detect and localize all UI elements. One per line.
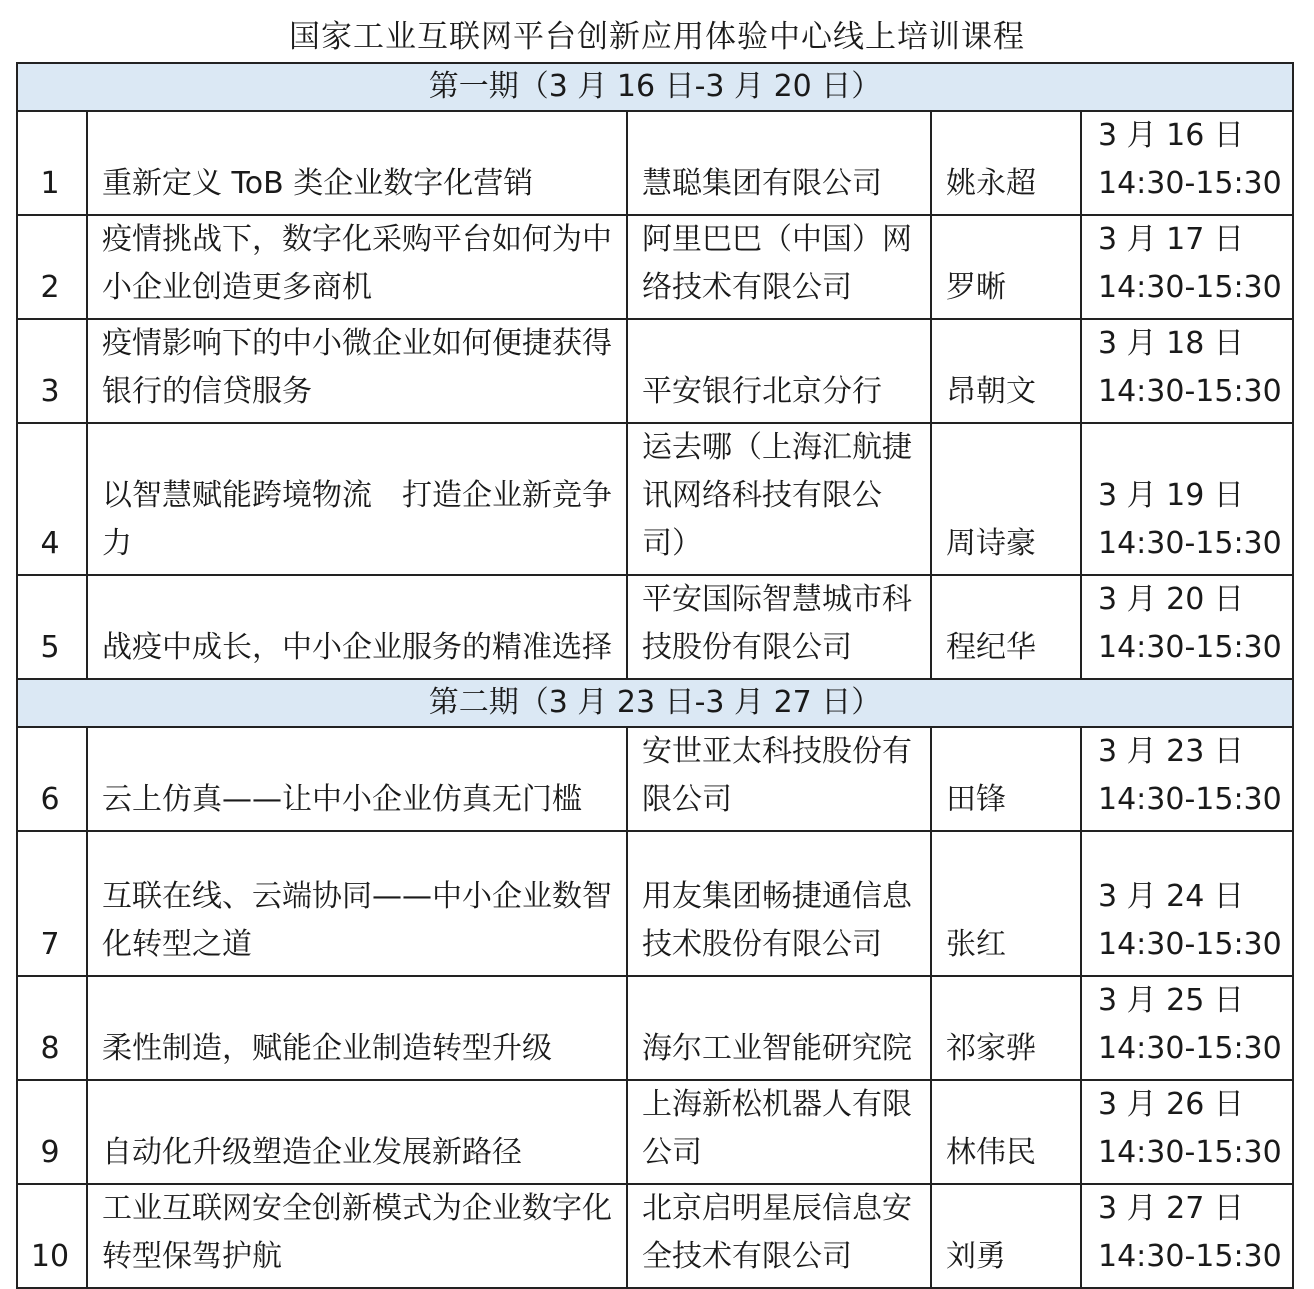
course-topic: 互联在线、云端协同——中小企业数智化转型之道 (87, 831, 627, 976)
speaker: 祁家骅 (931, 976, 1081, 1080)
page-title: 国家工业互联网平台创新应用体验中心线上培训课程 (289, 19, 1025, 55)
training-schedule-table (16, 62, 1294, 1289)
schedule-cell (1081, 423, 1293, 575)
period-label: 第二期（3 月 23 日-3 月 27 日） (17, 679, 1293, 727)
table-row (17, 727, 1293, 831)
course-topic: 战疫中成长，中小企业服务的精准选择 (87, 575, 627, 679)
table-row (17, 1184, 1293, 1288)
row-number: 3 (17, 319, 87, 423)
time: 14:30-15:30 (1098, 1239, 1282, 1274)
schedule-cell (1081, 1184, 1293, 1288)
organization: 运去哪（上海汇航捷讯网络科技有限公司） (627, 423, 931, 575)
date: 3 月 27 日 (1098, 1191, 1244, 1226)
table-row (17, 319, 1293, 423)
course-topic: 疫情影响下的中小微企业如何便捷获得银行的信贷服务 (87, 319, 627, 423)
schedule-cell (1081, 111, 1293, 215)
speaker: 昂朝文 (931, 319, 1081, 423)
row-number: 6 (17, 727, 87, 831)
table-row (17, 423, 1293, 575)
schedule-cell (1081, 976, 1293, 1080)
period-label: 第一期（3 月 16 日-3 月 20 日） (17, 63, 1293, 111)
time: 14:30-15:30 (1098, 630, 1282, 665)
course-topic: 云上仿真——让中小企业仿真无门槛 (87, 727, 627, 831)
speaker: 罗晰 (931, 215, 1081, 319)
row-number: 5 (17, 575, 87, 679)
time: 14:30-15:30 (1098, 526, 1282, 561)
schedule-cell (1081, 831, 1293, 976)
course-topic: 重新定义 ToB 类企业数字化营销 (87, 111, 627, 215)
speaker: 姚永超 (931, 111, 1081, 215)
date: 3 月 23 日 (1098, 734, 1244, 769)
table-row (17, 831, 1293, 976)
speaker: 张红 (931, 831, 1081, 976)
course-topic: 疫情挑战下，数字化采购平台如何为中小企业创造更多商机 (87, 215, 627, 319)
organization: 安世亚太科技股份有限公司 (627, 727, 931, 831)
time: 14:30-15:30 (1098, 782, 1282, 817)
speaker: 周诗豪 (931, 423, 1081, 575)
schedule-cell (1081, 319, 1293, 423)
time: 14:30-15:30 (1098, 927, 1282, 962)
time: 14:30-15:30 (1098, 1031, 1282, 1066)
organization: 慧聪集团有限公司 (627, 111, 931, 215)
time: 14:30-15:30 (1098, 166, 1282, 201)
date: 3 月 18 日 (1098, 326, 1244, 361)
speaker: 程纪华 (931, 575, 1081, 679)
organization: 北京启明星辰信息安全技术有限公司 (627, 1184, 931, 1288)
date: 3 月 26 日 (1098, 1087, 1244, 1122)
row-number: 7 (17, 831, 87, 976)
date: 3 月 24 日 (1098, 879, 1244, 914)
schedule-cell (1081, 727, 1293, 831)
organization: 上海新松机器人有限公司 (627, 1080, 931, 1184)
organization: 平安银行北京分行 (627, 319, 931, 423)
row-number: 1 (17, 111, 87, 215)
period-header-row (17, 63, 1293, 111)
table-row (17, 215, 1293, 319)
table-row (17, 111, 1293, 215)
date: 3 月 19 日 (1098, 478, 1244, 513)
schedule-cell (1081, 215, 1293, 319)
course-topic: 柔性制造，赋能企业制造转型升级 (87, 976, 627, 1080)
row-number: 4 (17, 423, 87, 575)
course-topic: 以智慧赋能跨境物流 打造企业新竞争力 (87, 423, 627, 575)
time: 14:30-15:30 (1098, 270, 1282, 305)
date: 3 月 17 日 (1098, 222, 1244, 257)
table-row (17, 1080, 1293, 1184)
date: 3 月 16 日 (1098, 118, 1244, 153)
row-number: 2 (17, 215, 87, 319)
period-header-row (17, 679, 1293, 727)
table-row (17, 976, 1293, 1080)
speaker: 林伟民 (931, 1080, 1081, 1184)
time: 14:30-15:30 (1098, 374, 1282, 409)
course-topic: 工业互联网安全创新模式为企业数字化转型保驾护航 (87, 1184, 627, 1288)
speaker: 田锋 (931, 727, 1081, 831)
schedule-cell (1081, 575, 1293, 679)
schedule-cell (1081, 1080, 1293, 1184)
row-number: 10 (17, 1184, 87, 1288)
row-number: 8 (17, 976, 87, 1080)
date: 3 月 25 日 (1098, 983, 1244, 1018)
organization: 平安国际智慧城市科技股份有限公司 (627, 575, 931, 679)
organization: 阿里巴巴（中国）网络技术有限公司 (627, 215, 931, 319)
row-number: 9 (17, 1080, 87, 1184)
course-topic: 自动化升级塑造企业发展新路径 (87, 1080, 627, 1184)
organization: 用友集团畅捷通信息技术股份有限公司 (627, 831, 931, 976)
time: 14:30-15:30 (1098, 1135, 1282, 1170)
table-row (17, 575, 1293, 679)
organization: 海尔工业智能研究院 (627, 976, 931, 1080)
speaker: 刘勇 (931, 1184, 1081, 1288)
date: 3 月 20 日 (1098, 582, 1244, 617)
